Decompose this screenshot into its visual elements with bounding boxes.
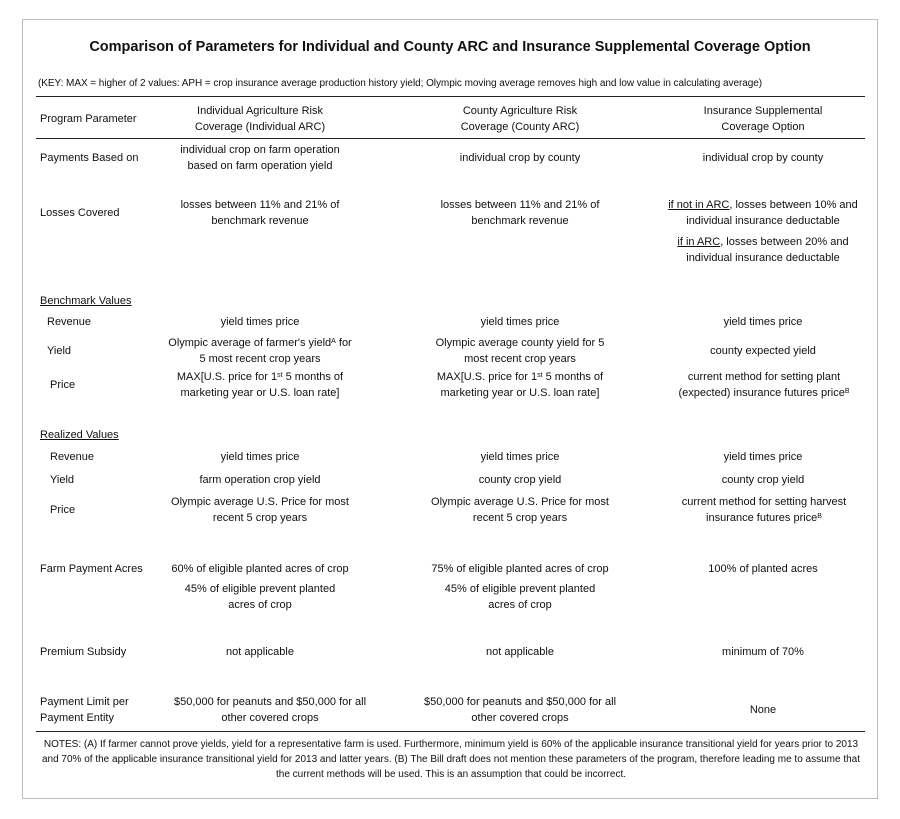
benchmark-yield-county: Olympic average county yield for 5 most recent crop years (435, 337, 605, 365)
document-frame (22, 19, 878, 799)
realized-price-county: Olympic average U.S. Price for most recent 5 crop years (431, 496, 609, 524)
realized-price-individual: Olympic average U.S. Price for most recent 5 crop years (171, 496, 349, 524)
premium-subsidy-county: not applicable (486, 646, 554, 658)
row-label-farm-payment-acres: Farm Payment Acres (40, 563, 143, 575)
benchmark-price-sco: current method for setting plant (expected) insurance futures price$^B$ (678, 371, 850, 399)
key-note: (KEY: MAX = higher of 2 values: APH = crop insurance average production history yield; Olympic moving average removes high and low value in calculating average) (38, 78, 763, 89)
header-program-parameter: Program Parameter (40, 113, 137, 125)
row-label-benchmark-revenue: Revenue (47, 316, 92, 328)
payments-based-on-individual: individual crop on farm operation based on farm operation yield (180, 144, 340, 172)
row-label-realized-price: Price (50, 504, 76, 516)
notes-top-rule (36, 731, 865, 732)
losses-covered-sco-in-arc: if in ARC, losses between 20% and individual insurance deductable (677, 236, 849, 264)
row-label-realized-yield: Yield (50, 474, 75, 486)
payment-limit-individual: $50,000 for peanuts and $50,000 for all other covered crops (173, 696, 367, 724)
header-bottom-rule (36, 138, 865, 139)
row-label-payment-limit: Payment Limit per Payment Entity (40, 696, 129, 724)
benchmark-price-individual: MAX[U.S. price for 1st 5 months of marketing year or U.S. loan rate] (176, 371, 344, 399)
realized-revenue-individual: yield times price (220, 451, 300, 463)
row-label-payments-based-on: Payments Based on (40, 152, 139, 164)
benchmark-revenue-sco: yield times price (723, 316, 803, 328)
payments-based-on-sco: individual crop by county (702, 152, 824, 164)
page-title: Comparison of Parameters for Individual and County ARC and Insurance Supplemental Coverage Option (89, 39, 811, 55)
losses-covered-sco-not-in-arc: if not in ARC, losses between 10% and individual insurance deductable (668, 199, 858, 227)
benchmark-revenue-county: yield times price (480, 316, 560, 328)
header-county-arc: County Agriculture Risk Coverage (County ARC) (460, 105, 580, 133)
losses-covered-county: losses between 11% and 21% of benchmark revenue (440, 199, 600, 227)
payments-based-on-county: individual crop by county (459, 152, 581, 164)
realized-yield-county: county crop yield (478, 474, 562, 486)
section-benchmark-values: Benchmark Values (40, 295, 132, 307)
premium-subsidy-sco: minimum of 70% (722, 646, 804, 658)
header-insurance-sco: Insurance Supplemental Coverage Option (703, 105, 823, 133)
benchmark-revenue-individual: yield times price (220, 316, 300, 328)
realized-revenue-county: yield times price (480, 451, 560, 463)
farm-payment-acres-sco: 100% of planted acres (708, 563, 818, 575)
realized-price-sco: current method for setting harvest insurance futures price$^B$ (681, 496, 847, 524)
benchmark-yield-sco: county expected yield (710, 345, 816, 357)
farm-payment-acres-individual-planted: 60% of eligible planted acres of crop (171, 563, 349, 575)
row-label-benchmark-yield: Yield (47, 345, 72, 357)
farm-payment-acres-county-planted: 75% of eligible planted acres of crop (431, 563, 609, 575)
row-label-benchmark-price: Price (50, 379, 76, 391)
realized-revenue-sco: yield times price (723, 451, 803, 463)
row-label-realized-revenue: Revenue (50, 451, 95, 463)
benchmark-price-county: MAX[U.S. price for 1st 5 months of marketing year or U.S. loan rate] (436, 371, 604, 399)
benchmark-yield-individual: Olympic average of farmer's yield$^A$ for 5 most recent crop years (168, 337, 352, 365)
row-label-premium-subsidy: Premium Subsidy (40, 646, 127, 658)
payment-limit-sco: None (749, 704, 777, 716)
payment-limit-county: $50,000 for peanuts and $50,000 for all other covered crops (423, 696, 617, 724)
header-individual-arc: Individual Agriculture Risk Coverage (Individual ARC) (194, 105, 326, 133)
header-top-rule (36, 96, 865, 97)
section-realized-values: Realized Values (40, 429, 119, 441)
premium-subsidy-individual: not applicable (226, 646, 294, 658)
farm-payment-acres-individual-prevent: 45% of eligible prevent planted acres of crop (184, 583, 336, 611)
losses-covered-individual: losses between 11% and 21% of benchmark revenue (180, 199, 340, 227)
row-label-losses-covered: Losses Covered (40, 207, 120, 219)
footnotes: NOTES: (A) If farmer cannot prove yields, yield for a representative farm is used. Furthermore, minimum yield is 60% of the applicable insurance transitional yield for years prior to 2013 and 70% of the applicable insurance transitional yield for 2013 and latter years. (B) The Bill draft does not mention these parameters of the program, therefore leading me to assume that the current methods will be used. This is an assumption that could be incorrect. (41, 739, 861, 780)
realized-yield-individual: farm operation crop yield (199, 474, 321, 486)
farm-payment-acres-county-prevent: 45% of eligible prevent planted acres of crop (444, 583, 596, 611)
realized-yield-sco: county crop yield (721, 474, 805, 486)
